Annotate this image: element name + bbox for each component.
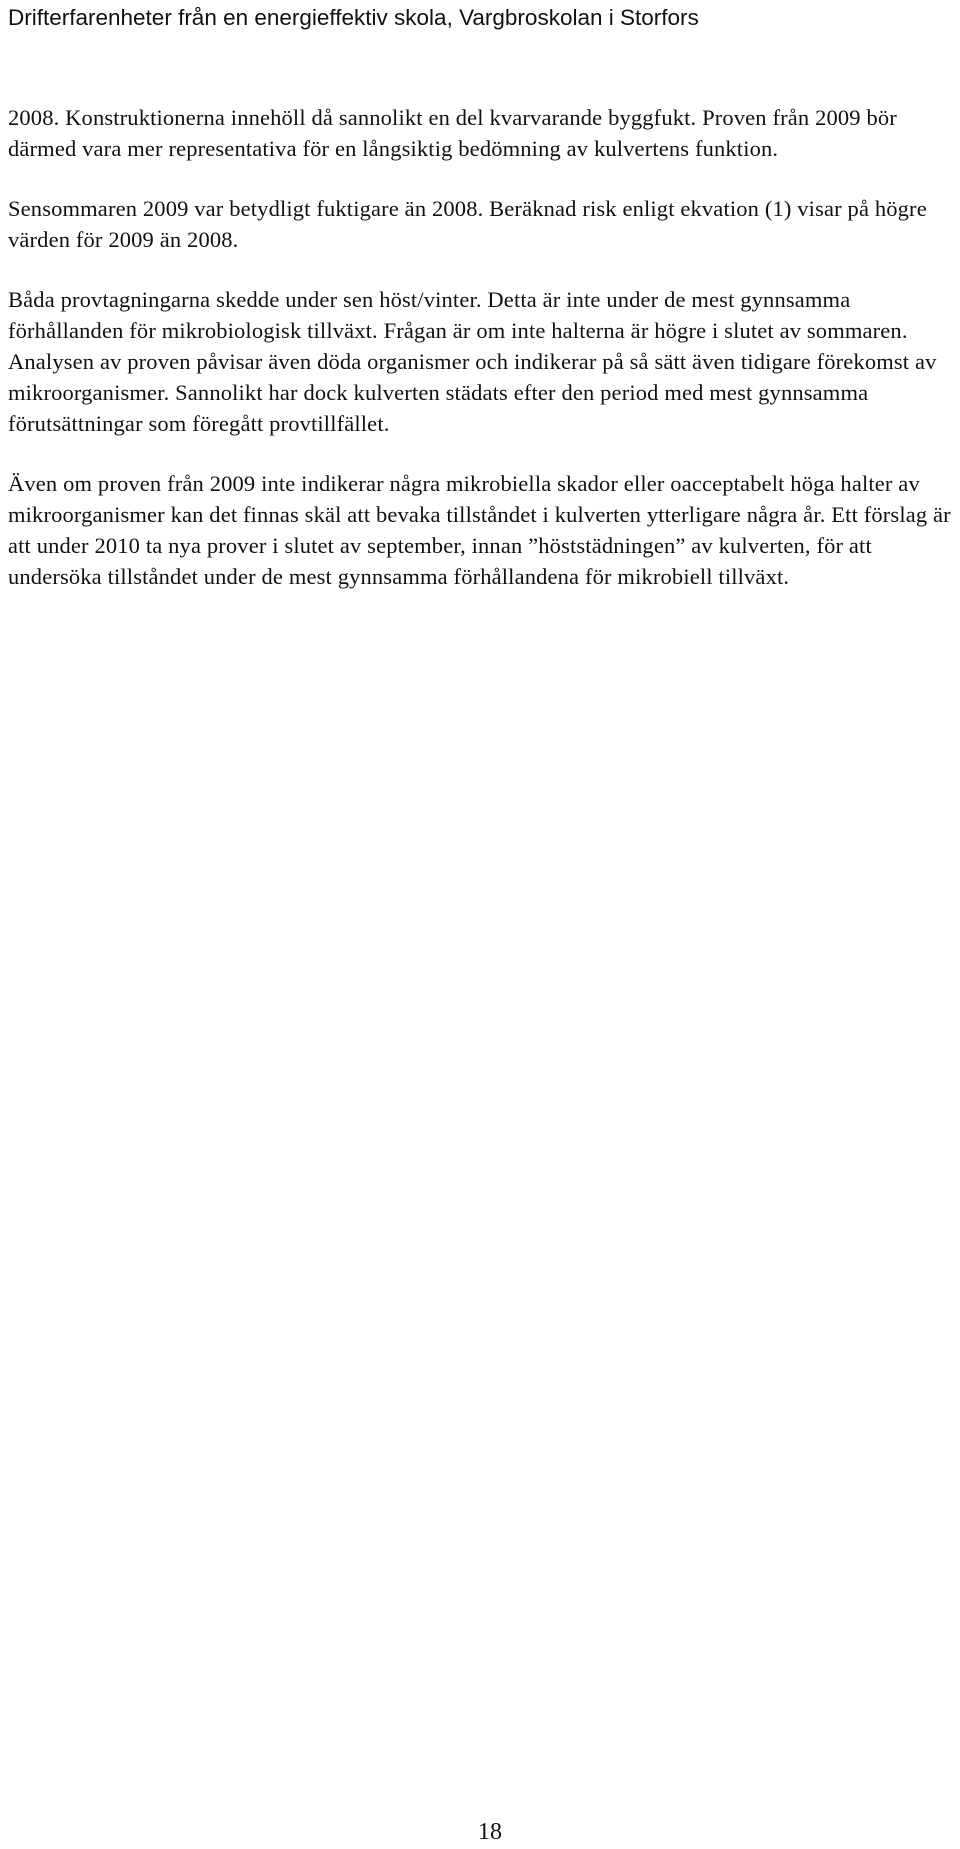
paragraph-2: Sensommaren 2009 var betydligt fuktigare än 2008. Beräknad risk enligt ekvation (1) visar på högre värden för 2009 än 2008. xyxy=(8,196,927,252)
paragraph-1: 2008. Konstruktionerna innehöll då sannolikt en del kvarvarande byggfukt. Proven från 2009 bör därmed vara mer representativa för en långsiktig bedömning av kulvertens funktion. xyxy=(8,105,897,161)
paragraph-3: Båda provtagningarna skedde under sen höst/vinter. Detta är inte under de mest gynnsamma förhållanden för mikrobiologisk tillväxt. Frågan är om inte halterna är högre i slutet av sommaren. Analysen av proven påvisar även döda organismer och indikerar på så sätt även tidigare förekomst av mikroorganismer. Sannolikt har dock kulverten städats efter den period med mest gynnsamma förutsättningar som föregått provtillfället. xyxy=(8,287,937,436)
document-body xyxy=(8,102,953,592)
paragraph-4: Även om proven från 2009 inte indikerar några mikrobiella skador eller oacceptabelt höga halter av mikroorganismer kan det finnas skäl att bevaka tillståndet i kulverten ytterligare några år. Ett förslag är att under 2010 ta nya prover i slutet av september, innan ”höststädningen” av kulverten, för att undersöka tillståndet under de mest gynnsamma förhållandena för mikrobiell tillväxt. xyxy=(8,471,951,589)
page-number: 18 xyxy=(478,1819,502,1845)
running-header: Drifterfarenheter från en energieffektiv skola, Vargbroskolan i Storfors xyxy=(8,5,699,30)
